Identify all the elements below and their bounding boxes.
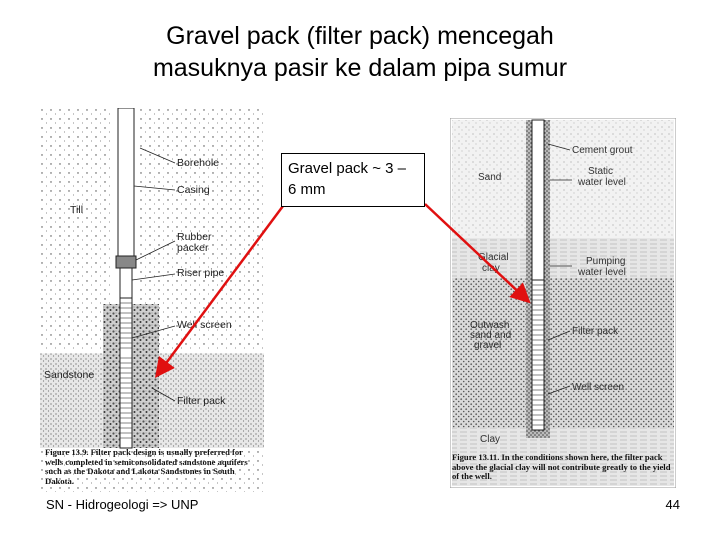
label-till: Till — [70, 204, 84, 216]
label-outwash-3: gravel — [474, 340, 502, 351]
label-clay: Clay — [480, 434, 501, 445]
gravel-pack-callout: Gravel pack ~ 3 – 6 mm — [281, 153, 425, 207]
label-rubber-1: Rubber — [177, 231, 212, 243]
label-static-1: Static — [588, 166, 614, 177]
label-pumping-2: water level — [578, 267, 626, 278]
label-outwash-1: Outwash — [470, 320, 510, 331]
arrow-to-right-filter-pack — [425, 204, 527, 300]
label-casing: Casing — [177, 184, 210, 196]
label-borehole: Borehole — [177, 157, 220, 169]
label-filter-pack: Filter pack — [177, 395, 226, 407]
label-static-2: water level — [578, 177, 626, 188]
label-glacial-1: Glacial — [478, 252, 509, 263]
title-line-2: masuknya pasir ke dalam pipa sumur — [152, 54, 568, 82]
label-cement-grout: Cement grout — [572, 145, 633, 156]
label-outwash-2: sand and — [470, 330, 512, 341]
footer-course: SN - Hidrogeologi => UNP — [46, 497, 199, 512]
right-figure-caption: Figure 13.11. In the conditions shown here, the filter pack above the glacial clay will not contribute greatly to the yield of the well. — [452, 452, 671, 482]
label-rubber-2: packer — [177, 242, 209, 254]
label-sandstone: Sandstone — [44, 369, 95, 381]
label-riser-pipe: Riser pipe — [177, 267, 225, 279]
page-number: 44 — [665, 497, 680, 512]
label-right-filter-pack: Filter pack — [572, 326, 619, 337]
label-pumping-1: Pumping — [586, 256, 626, 267]
label-right-well-screen: Well screen — [572, 382, 625, 393]
arrow-to-left-filter-pack — [158, 206, 283, 374]
left-figure-caption: Figure 13.9. Filter pack design is usually preferred for wells completed in semiconsolidated sandstone aquifers such as the Dakota and Lakota Sandstones in South Dakota. — [45, 447, 248, 486]
label-well-screen: Well screen — [177, 319, 232, 331]
label-glacial-2: clay — [482, 263, 500, 274]
title-line-1: Gravel pack (filter pack) mencegah — [166, 22, 554, 50]
label-sand: Sand — [478, 172, 502, 183]
